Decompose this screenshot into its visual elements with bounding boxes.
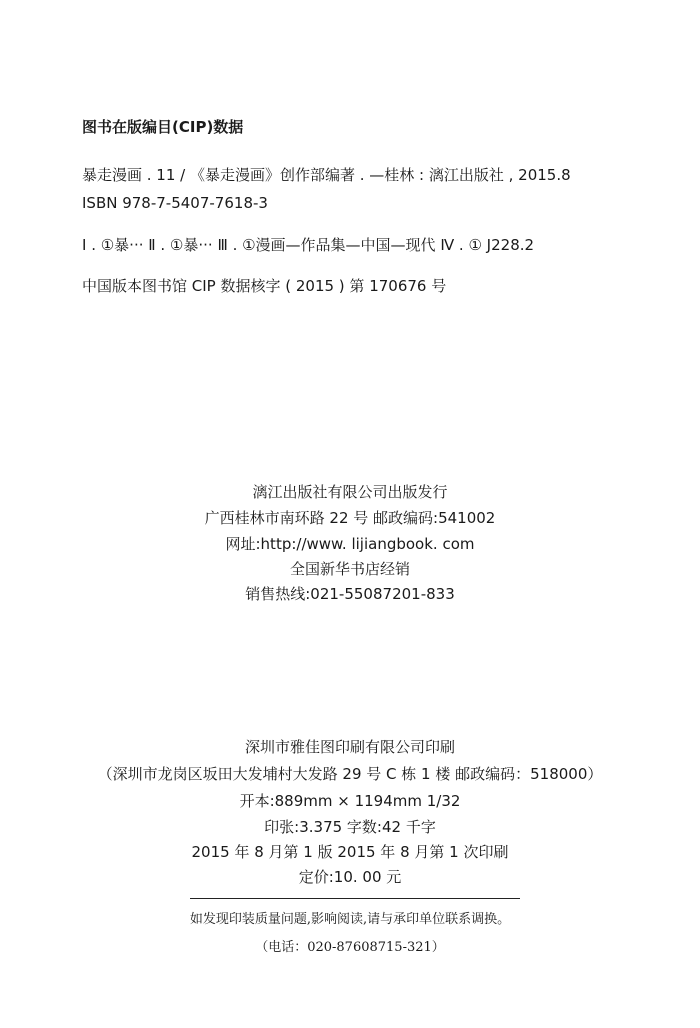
notice-phone: （电话：020-87608715-321） <box>255 940 445 955</box>
publisher-address: 广西桂林市南环路 22 号 邮政编码:541002 <box>204 509 496 527</box>
book-format: 开本:889mm × 1194mm 1/32 <box>239 792 461 810</box>
publisher-website: 网址:http://www. lijiangbook. com <box>225 535 475 553</box>
printer-name: 深圳市雅佳图印刷有限公司印刷 <box>244 738 455 756</box>
cip-record: 暴走漫画 . 11 / 《暴走漫画》创作部编著 . —桂林 : 漓江出版社 , 2015.8 <box>82 166 571 184</box>
publisher-name: 漓江出版社有限公司出版发行 <box>252 483 448 501</box>
classification: Ⅰ . ①暴··· Ⅱ . ①暴··· Ⅲ . ①漫画—作品集—中国—现代 Ⅳ . ① J228.2 <box>82 236 535 254</box>
price: 定价:10. 00 元 <box>298 868 402 886</box>
cip-heading: 图书在版编目(CIP)数据 <box>82 118 244 136</box>
cip-number: 中国版本图书馆 CIP 数据核字 ( 2015 ) 第 170676 号 <box>82 277 447 295</box>
sales-hotline: 销售热线:021-55087201-833 <box>245 585 455 603</box>
isbn: ISBN 978-7-5407-7618-3 <box>82 194 268 212</box>
divider-line <box>190 898 520 899</box>
edition-info: 2015 年 8 月第 1 版 2015 年 8 月第 1 次印刷 <box>191 843 509 861</box>
defect-notice: 如发现印装质量问题,影响阅读,请与承印单位联系调换。 <box>189 912 511 927</box>
distribution: 全国新华书店经销 <box>289 560 410 578</box>
printer-address: （深圳市龙岗区坂田大发埔村大发路 29 号 C 栋 1 楼 邮政编码：518000） <box>97 765 603 783</box>
sheets-wordcount: 印张:3.375 字数:42 千字 <box>264 818 436 836</box>
